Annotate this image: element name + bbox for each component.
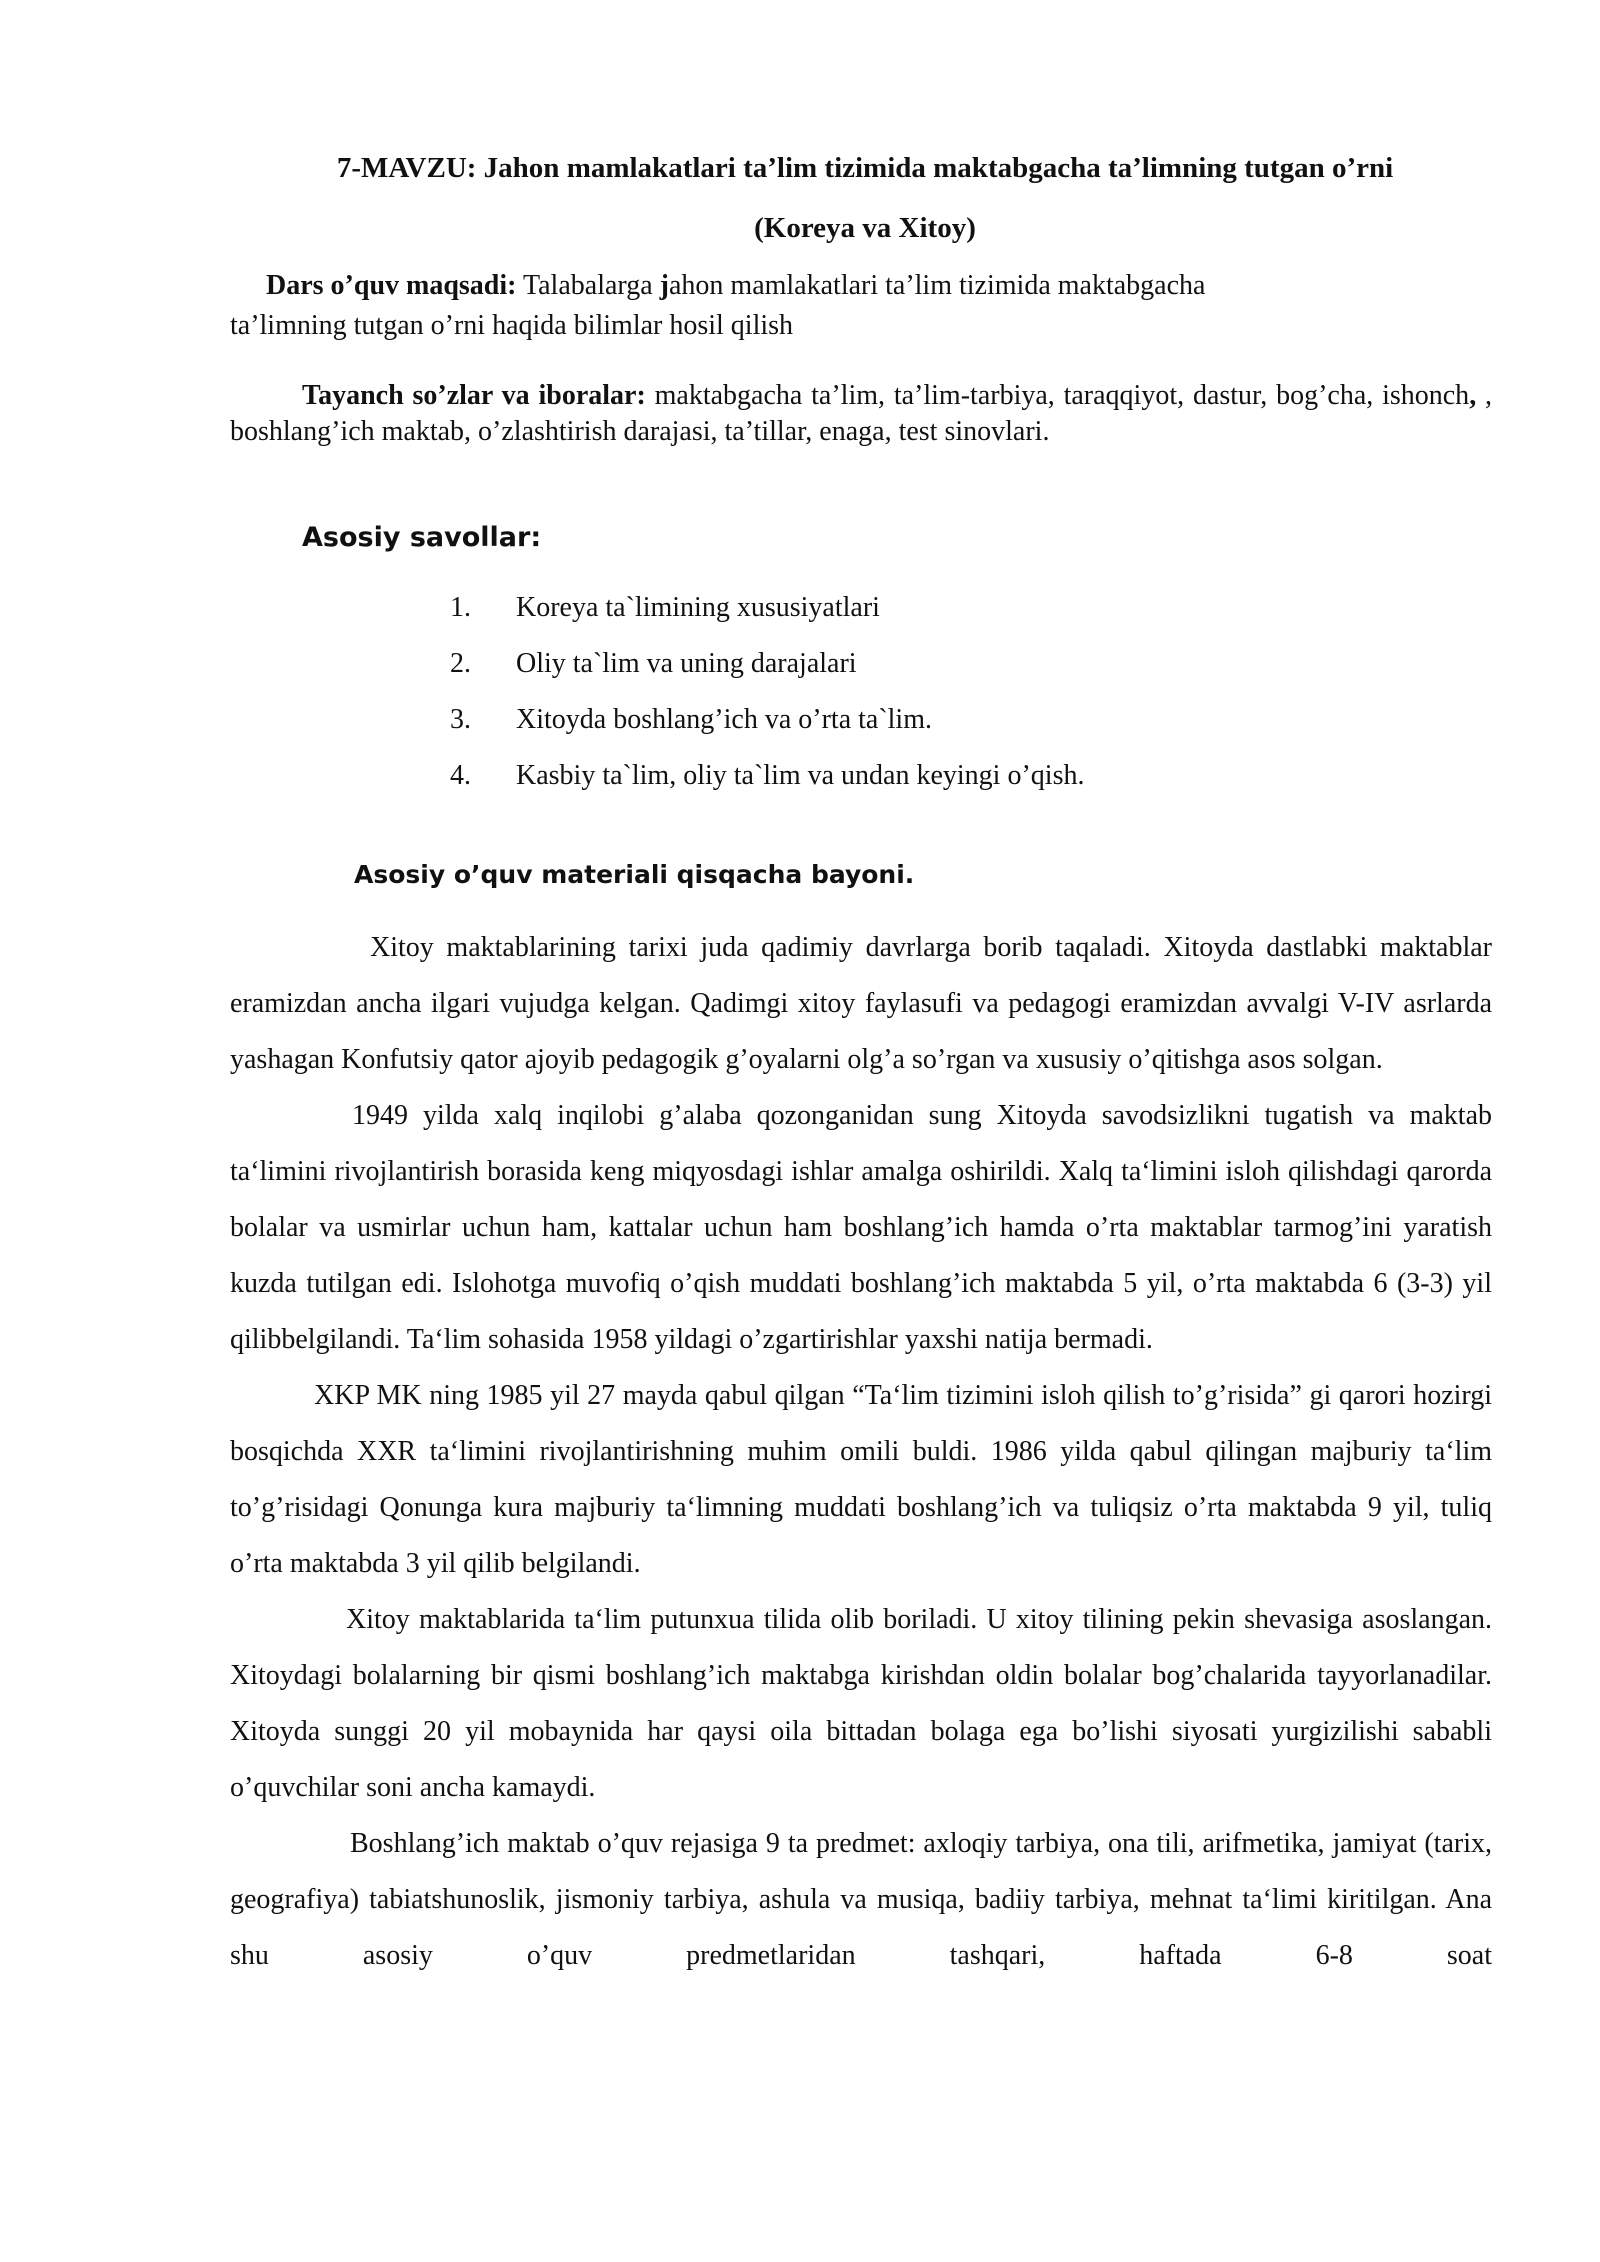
question-number: 3.	[450, 704, 471, 735]
question-number: 4.	[450, 760, 471, 791]
lesson-goal	[230, 266, 1490, 346]
goal-bold-letter: j	[659, 270, 669, 301]
document-body	[230, 920, 1492, 1984]
goal-text-line1: ahon mamlakatlari ta’lim tizimida maktabgacha	[668, 270, 1206, 301]
material-heading: Asosiy o’quv materiali qisqacha bayoni.	[354, 860, 915, 889]
keywords-text-a: maktabgacha ta’lim, ta’lim-tarbiya, taraqqiyot, dastur, bog’cha, ishonch	[645, 380, 1470, 411]
keywords-label: Tayanch so’zlar va iboralar:	[302, 380, 646, 411]
body-paragraph-4: Xitoy maktablarida ta‘lim putunxua tilida olib boriladi. U xitoy tilining pekin shevasiga asoslangan. Xitoydagi bolalarning bir qismi boshlang’ich maktabga kirishdan oldin bolalar bog’chalarida tayyorlanadilar. Xitoyda sunggi 20 yil mobaynida har qaysi oila bittadan bolaga ega bo’lishi siyosati yurgizilishi sababli o’quvchilar soni ancha kamaydi.	[230, 1604, 1492, 1803]
body-paragraph-1: Xitoy maktablarining tarixi juda qadimiy davrlarga borib taqaladi. Xitoyda dastlabki maktablar eramizdan ancha ilgari vujudga kelgan. Qadimgi xitoy faylasufi va pedagogi eramizdan avvalgi V-IV asrlarda yashagan Konfutsiy qator ajoyib pedagogik g’oyalarni olg’a so’rgan va xususiy o’qitishga asos solgan.	[230, 932, 1492, 1075]
question-number: 2.	[450, 648, 471, 679]
goal-text-line2: ta’limning tutgan o’rni haqida bilimlar hosil qilish	[230, 310, 794, 341]
keywords-block	[230, 378, 1492, 450]
question-text: Xitoyda boshlang’ich va o’rta ta`lim.	[516, 704, 932, 735]
list-item	[450, 700, 1084, 756]
body-paragraph-3: XKP MK ning 1985 yil 27 mayda qabul qilgan “Ta‘lim tizimini isloh qilish to’g’risida” gi qarori hozirgi bosqichda XXR ta‘limini rivojlantirishning muhim omili buldi. 1986 yilda qabul qilingan majburiy ta‘lim to’g’risidagi Qonunga kura majburiy ta‘limning muddati boshlang’ich va tuliqsiz o’rta maktabda 9 yil, tuliq o’rta maktabda 3 yil qilib belgilandi.	[230, 1380, 1492, 1579]
question-text: Oliy ta`lim va uning darajalari	[516, 648, 857, 679]
question-number: 1.	[450, 592, 471, 623]
goal-label: Dars o’quv maqsadi:	[266, 270, 517, 301]
questions-list	[450, 588, 1084, 812]
goal-text-pre: Talabalarga	[516, 270, 660, 301]
questions-heading: Asosiy savollar:	[302, 522, 542, 553]
question-text: Kasbiy ta`lim, oliy ta`lim va undan keyingi o’qish.	[516, 760, 1085, 791]
list-item	[450, 644, 1084, 700]
body-paragraph-5: Boshlang’ich maktab o’quv rejasiga 9 ta predmet: axloqiy tarbiya, ona tili, arifmetika, jamiyat (tarix, geografiya) tabiatshunoslik, jismoniy tarbiya, ashula va musiqa, badiiy tarbiya, mehnat ta‘limi kiritilgan. Ana shu asosiy o’quv predmetlaridan tashqari, haftada 6-8 soat	[230, 1828, 1492, 1971]
body-paragraph-2: 1949 yilda xalq inqilobi g’alaba qozonganidan sung Xitoyda savodsizlikni tugatish va maktab ta‘limini rivojlantirish borasida keng miqyosdagi ishlar amalga oshirildi. Xalq ta‘limini isloh qilishdagi qarorda bolalar va usmirlar uchun ham, kattalar uchun ham boshlang’ich hamda o’rta maktablar tarmog’ini yaratish kuzda tutilgan edi. Islohotga muvofiq o’qish muddati boshlang’ich maktabda 5 yil, o’rta maktabda 6 (3-3) yil qilibbelgilandi. Ta‘lim sohasida 1958 yildagi o’zgartirishlar yaxshi natija bermadi.	[230, 1100, 1492, 1355]
keywords-text-b: , boshlang’ich maktab, o’zlashtirish darajasi, ta’tillar, enaga, test sinovlari.	[230, 380, 1493, 447]
question-text: Koreya ta`limining xususiyatlari	[516, 592, 880, 623]
page-title: 7-MAVZU: Jahon mamlakatlari ta’lim tizimida maktabgacha ta’limning tutgan o’rni	[336, 152, 1394, 184]
page-subtitle: (Koreya va Xitoy)	[754, 212, 976, 244]
keywords-bold-comma: ,	[1469, 380, 1477, 411]
list-item	[450, 756, 1084, 812]
list-item	[450, 588, 1084, 644]
